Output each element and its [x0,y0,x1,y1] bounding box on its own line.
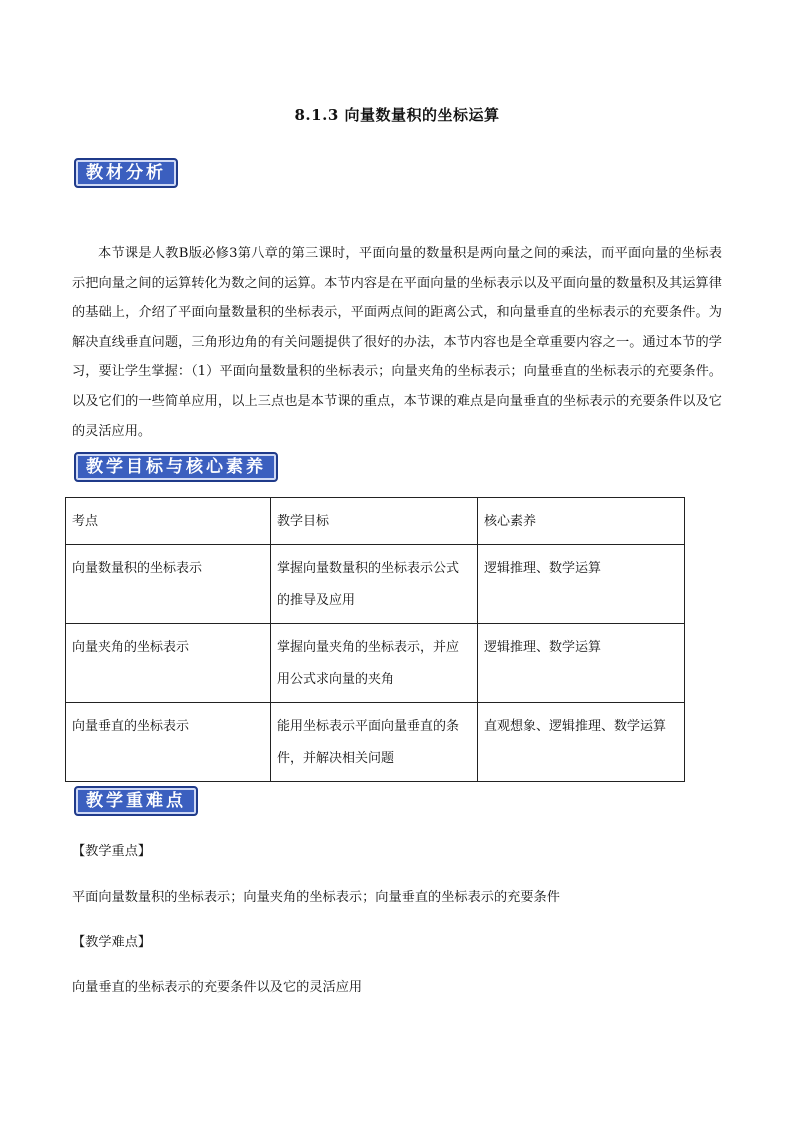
goals-table [65,497,685,782]
section-badge-analysis: 教材分析 [74,158,178,188]
table-header-cell: 核心素养 [478,498,685,545]
table-cell: 逻辑推理、数学运算 [478,545,685,624]
table-cell: 逻辑推理、数学运算 [478,624,685,703]
focus-label: 【教学重点】 [72,844,152,859]
table-cell: 直观想象、逻辑推理、数学运算 [478,703,685,782]
table-cell: 向量数量积的坐标表示 [66,545,271,624]
table-cell: 掌握向量夹角的坐标表示，并应用公式求向量的夹角 [271,624,478,703]
page-title: 8.1.3 向量数量积的坐标运算 [294,106,500,124]
table-cell: 能用坐标表示平面向量垂直的条件，并解决相关问题 [271,703,478,782]
table-row [66,545,685,624]
table-cell: 向量夹角的坐标表示 [66,624,271,703]
table-header-row [66,498,685,545]
section-badge-key-points: 教学重难点 [74,786,198,816]
table-cell: 向量垂直的坐标表示 [66,703,271,782]
analysis-paragraph: 本节课是人教B版必修3第八章的第三课时，平面向量的数量积是两向量之间的乘法，而平面向量的坐标表示把向量之间的运算转化为数之间的运算。本节内容是在平面向量的坐标表示以及平面向量的数量积及其运算律的基础上，介绍了平面向量数量积的坐标表示，平面两点间的距离公式，和向量垂直的坐标表示的充要条件。为解决直线垂直问题，三角形边角的有关问题提供了很好的办法，本节内容也是全章重要内容之一。通过本节的学习，要让学生掌握：（1）平面向量数量积的坐标表示；向量夹角的坐标表示；向量垂直的坐标表示的充要条件。以及它们的一些简单应用，以上三点也是本节课的重点，本节课的难点是向量垂直的坐标表示的充要条件以及它的灵活应用。 [72,246,722,439]
difficulty-label: 【教学难点】 [72,935,152,950]
focus-text: 平面向量数量积的坐标表示；向量夹角的坐标表示；向量垂直的坐标表示的充要条件 [72,890,560,905]
difficulty-text: 向量垂直的坐标表示的充要条件以及它的灵活应用 [72,980,363,995]
table-row [66,624,685,703]
table-header-cell: 教学目标 [271,498,478,545]
table-cell: 掌握向量数量积的坐标表示公式的推导及应用 [271,545,478,624]
table-header-cell: 考点 [66,498,271,545]
section-badge-goals: 教学目标与核心素养 [74,452,278,482]
table-row [66,703,685,782]
